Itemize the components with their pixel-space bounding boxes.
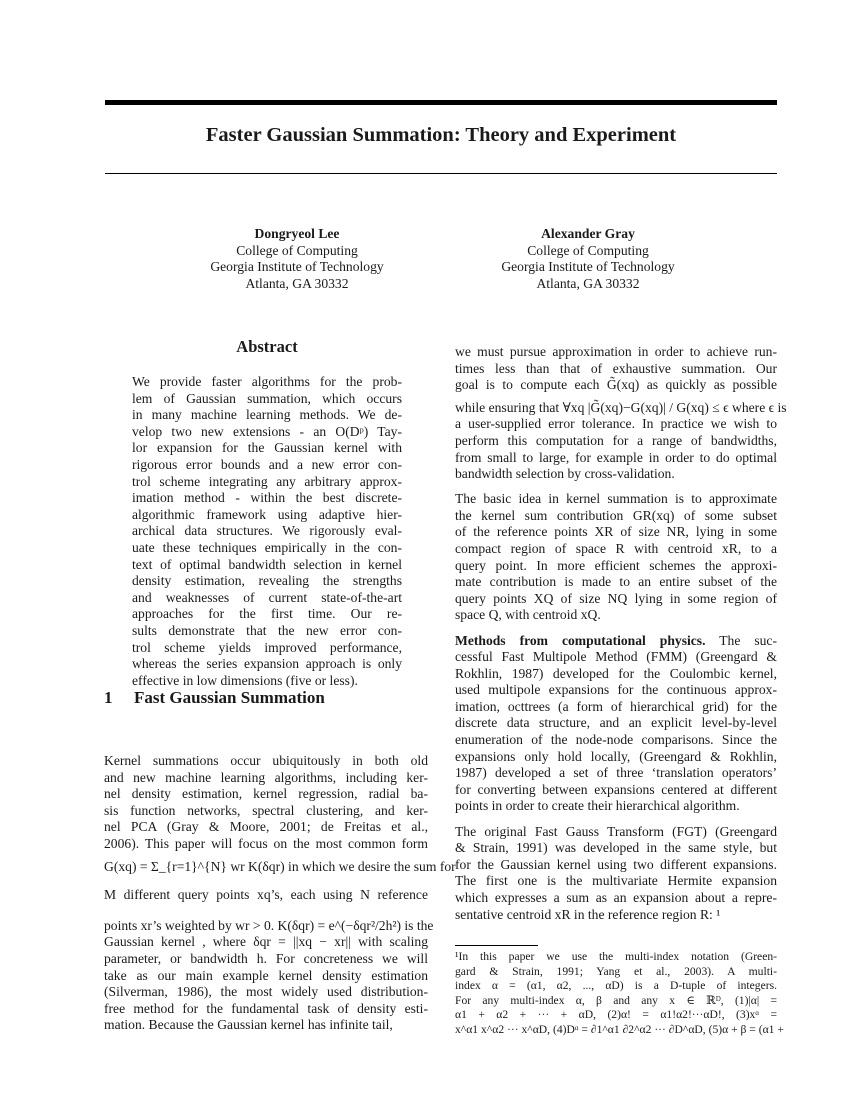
author-name: Dongryeol Lee [254,226,340,241]
author-dept: College of Computing [527,242,649,258]
text-line: perform this computation for a range of bandwidths, [455,432,777,448]
text-line: for the Gaussian kernel using two different expansions. [455,856,777,872]
text-line: take as our main example kernel density estimation [104,967,428,983]
text-line [455,633,777,650]
text-line: from small to large, for example in order to do optimal [455,449,777,465]
text-line: sis function networks, spectral clustering, and ker- [104,802,428,818]
text-line: times less than that of exhaustive summation. Our [455,360,777,376]
paragraph [455,491,777,624]
paper-title: Faster Gaussian Summation: Theory and Experiment [205,124,677,146]
text-line: nel PCA (Gray & Moore, 2001; de Freitas et al., [104,819,428,835]
run-in-heading: Methods from computational physics. [455,632,706,648]
paragraph [104,753,456,1034]
text-line: trol scheme yields improved performance, [132,639,402,655]
text-line: uate these techniques empirically in the con- [132,539,402,555]
text-line: Rokhlin, 1987) developed for the Coulombic kernel, [455,665,777,681]
text-line: density estimation, revealing the strengths [132,573,402,589]
text-line: mation. Because the Gaussian kernel has infinite tail, [104,1017,393,1033]
text-line: in many machine learning methods. We de- [132,407,402,423]
text-line: trol scheme integrating any arbitrary approx- [132,473,402,489]
paragraph [455,344,787,483]
text-line: sentative centroid xR in the reference region R: ¹ [455,906,721,922]
section-number: 1 [104,688,113,707]
line-text: The suc- [705,632,777,648]
text-line: & Strain, 1991) was developed in the same style, but [455,840,777,856]
text-line: query points XQ of size NQ lying in some region of [455,590,777,606]
text-line: The original Fast Gauss Transform (FGT) (Greengard [455,823,777,839]
text-line: x^α1 x^α2 ··· x^αD, (4)Dᵅ = ∂1^α1 ∂2^α2 ··· ∂D^αD, (5)α + β = (α1 + [455,1022,784,1036]
text-line: expansions only hold locally, (Greengard & Rokhlin, [455,748,777,764]
text-line: while ensuring that ∀xq |G̃(xq)−G(xq)| / G(xq) ≤ ϵ where ϵ is [455,399,787,415]
top-rule [105,100,777,105]
paragraph [455,950,784,1038]
text-line: goal is to compute each G̃(xq) as quickly as possible [455,377,777,393]
text-line: nel density estimation, kernel regression, radial ba- [104,786,428,802]
text-line: The first one is the multivariate Hermite expansion [455,873,777,889]
paragraph [455,633,777,816]
text-line: algorithmic framework using adaptive hier- [132,506,402,522]
text-line: compact region of space R with centroid xR, to a [455,541,777,557]
text-line: gard & Strain, 1991; Yang et al., 2003). A multi- [455,964,777,978]
author-institution: Georgia Institute of Technology [210,259,384,274]
section-1-body [104,753,456,1042]
text-line: Kernel summations occur ubiquitously in both old [104,753,428,768]
author-dept: College of Computing [236,242,358,258]
author-institution: Georgia Institute of Technology [501,259,675,274]
text-line: of the reference points XR of size NR, lying in some [455,524,777,540]
section-heading [104,688,325,708]
text-line: The basic idea in kernel summation is to approximate [455,491,777,507]
text-line: and weaknesses of current state-of-the-art [132,589,402,605]
footnote-rule [455,945,538,946]
text-line: lor expansion for the Gaussian kernel with [132,440,402,456]
text-line: query point. In more efficient schemes the approxi- [455,557,777,573]
author-address: Atlanta, GA 30332 [536,275,640,291]
text-line: and new machine learning algorithms, including ker- [104,769,428,785]
text-line: free method for the fundamental task of density esti- [104,1000,428,1016]
text-line: lem of Gaussian summation, which occurs [132,390,402,406]
text-line: discrete data structure, and an explicit level-by-level [455,715,777,731]
text-line: cessful Fast Multipole Method (FMM) (Greengard & [455,649,777,665]
paragraph [132,374,402,689]
paragraph [455,824,777,924]
section-title: Fast Gaussian Summation [134,688,325,707]
text-line: M different query points xq’s, each using N reference [104,887,428,903]
text-line: rigorous error bounds and a new error con- [132,456,402,472]
text-line: For any multi-index α, β and any x ∈ ℝᴰ, (1)|α| = [455,993,777,1007]
text-line: points xr’s weighted by wr > 0. K(δqr) = e^(−δqr²/2h²) is the [104,917,434,933]
text-line: we must pursue approximation in order to achieve run- [455,344,777,359]
text-line: text of optimal bandwidth selection in kernel [132,556,402,572]
text-line: effective in low dimensions (five or less). [132,672,358,688]
text-line: G(xq) = Σ_{r=1}^{N} wr K(δqr) in which we desire the sum for [104,858,456,874]
text-line: which expresses a sum as an expansion about a repre- [455,889,777,905]
author-address: Atlanta, GA 30332 [245,275,349,291]
text-line: velop two new extensions - an O(Dᵖ) Tay- [132,423,402,439]
text-line: for converting between expansions centered at different [455,781,777,797]
text-line: Gaussian kernel , where δqr = ||xq − xr|| with scaling [104,934,428,950]
text-line: approaches for the first time. Our re- [132,606,402,622]
text-line: α1 + α2 + ··· + αD, (2)α! = α1!α2!···αD!, (3)xᵅ = [455,1008,777,1022]
text-line: We provide faster algorithms for the prob- [132,374,402,389]
text-line: imation, octtrees (a form of hierarchical grid) for the [455,698,777,714]
text-line: the kernel sum contribution GR(xq) of some subset [455,507,777,523]
text-line: ¹In this paper we use the multi-index notation (Green- [455,950,777,963]
abstract-heading: Abstract [236,337,298,356]
text-line: space Q, with centroid xQ. [455,607,601,623]
text-line: 2006). This paper will focus on the most common form [104,835,428,851]
text-line: a user-supplied error tolerance. In practice we wish to [455,416,777,432]
title-rule [105,173,777,174]
text-line: parameter, or bandwidth h. For concreteness we will [104,950,428,966]
text-line: (Silverman, 1986), the most widely used distribution- [104,984,428,1000]
text-line: mate contribution is made to an entire subset of the [455,574,777,590]
author-block-1 [147,226,447,292]
text-line: points in order to create their hierarchical algorithm. [455,798,740,814]
text-line: sults demonstrate that the new error con- [132,622,402,638]
author-block-2 [438,226,738,292]
text-line: archical data structures. We rigorously eval- [132,523,402,539]
text-line: bandwidth selection by cross-validation. [455,466,675,482]
author-name: Alexander Gray [541,226,635,241]
text-line: 1987) developed a set of three ‘translation operators’ [455,765,777,781]
text-line: used multipole expansions for the continuous approx- [455,682,777,698]
right-column-body [455,344,787,932]
footnote [455,950,784,1046]
abstract-body [132,374,402,698]
text-line: enumeration of the node-node comparisons. Since the [455,732,777,748]
text-line: imation method - within the best discrete- [132,490,402,506]
text-line: index α = (α1, α2, ..., αD) is a D-tuple of integers. [455,979,777,993]
text-line: whereas the series expansion approach is only [132,656,402,672]
